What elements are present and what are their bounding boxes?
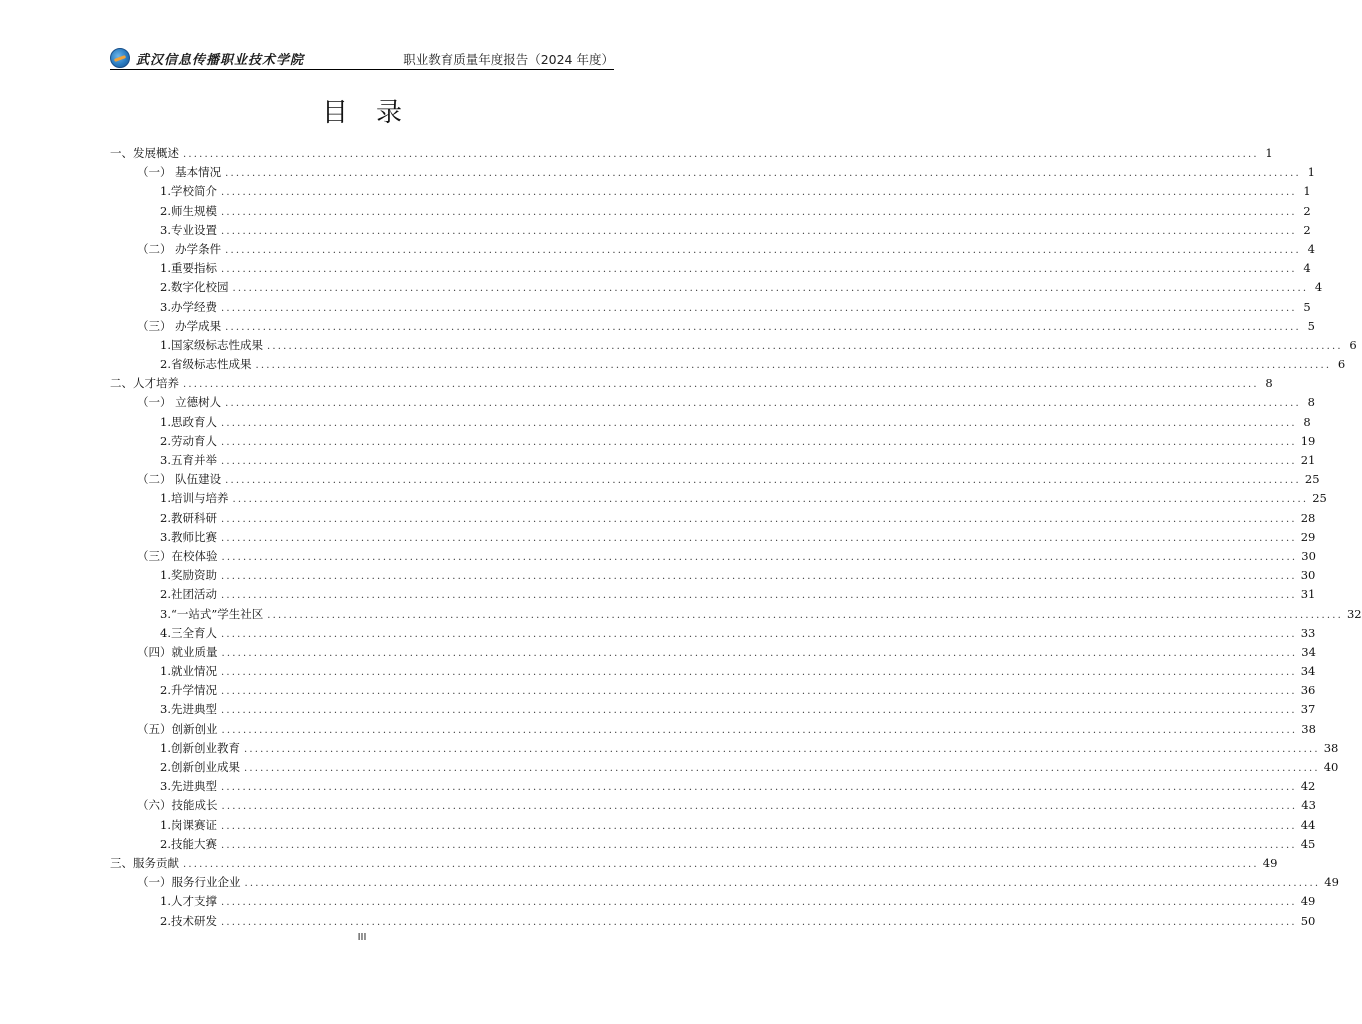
toc-dot-leader: ........................................................................................................................................................................................................ bbox=[225, 168, 1301, 180]
toc-dot-leader: ........................................................................................................................................................................................................ bbox=[183, 149, 1259, 160]
toc-entry[interactable] bbox=[110, 796, 1316, 815]
toc-entry-label: 2.技术研发 bbox=[160, 913, 217, 928]
toc-entry[interactable] bbox=[110, 700, 1316, 719]
toc-entry[interactable] bbox=[110, 624, 1316, 643]
toc-entry[interactable] bbox=[110, 374, 1273, 393]
toc-entry-page: 19 bbox=[1300, 433, 1316, 448]
toc-dot-leader: ........................................................................................................................................................................................................ bbox=[220, 897, 1297, 909]
toc-entry-page: 4 bbox=[1303, 261, 1311, 276]
toc-dot-leader: ........................................................................................................................................................................................................ bbox=[232, 494, 1309, 506]
school-logo bbox=[110, 48, 304, 68]
toc-entry-page: 38 bbox=[1301, 721, 1316, 736]
toc-entry[interactable] bbox=[110, 355, 1346, 374]
toc-entry-page: 1 bbox=[1265, 146, 1273, 160]
toc-entry[interactable] bbox=[110, 777, 1316, 796]
toc-entry-page: 44 bbox=[1300, 817, 1316, 832]
toc-dot-leader: ........................................................................................................................................................................................................ bbox=[183, 858, 1259, 870]
toc-entry-label: 3.五育并举 bbox=[160, 453, 217, 467]
toc-dot-leader: ........................................................................................................................................................................................................ bbox=[220, 782, 1297, 794]
toc-entry-label: 3.先进典型 bbox=[160, 779, 217, 794]
toc-entry[interactable] bbox=[110, 681, 1316, 700]
toc-entry[interactable] bbox=[110, 643, 1316, 662]
toc-entry[interactable] bbox=[110, 835, 1316, 854]
toc-entry-page: 38 bbox=[1323, 740, 1339, 755]
toc-dot-leader: ........................................................................................................................................................................................................ bbox=[221, 551, 1298, 563]
toc-entry-label: 3.专业设置 bbox=[160, 222, 217, 237]
toc-entry[interactable] bbox=[110, 566, 1316, 585]
toc-entry[interactable] bbox=[110, 298, 1311, 317]
toc-entry-page: 34 bbox=[1301, 644, 1316, 659]
toc-entry[interactable] bbox=[110, 854, 1278, 873]
toc-dot-leader: ........................................................................................................................................................................................................ bbox=[220, 571, 1297, 583]
toc-entry-label: 1.思政育人 bbox=[160, 414, 217, 429]
toc-entry-label: 3.先进典型 bbox=[160, 702, 217, 717]
toc-entry-page: 36 bbox=[1300, 683, 1316, 698]
toc-entry-page: 4 bbox=[1307, 241, 1315, 256]
toc-entry-page: 25 bbox=[1312, 491, 1327, 506]
toc-entry-label: 1.创新创业教育 bbox=[160, 740, 240, 755]
toc-dot-leader: ........................................................................................................................................................................................................ bbox=[225, 398, 1301, 410]
toc-entry[interactable] bbox=[110, 240, 1315, 259]
toc-entry[interactable] bbox=[110, 585, 1316, 604]
toc-entry-page: 49 bbox=[1262, 855, 1278, 870]
toc-entry-label: 二、人才培养 bbox=[110, 376, 179, 391]
toc-entry-page: 5 bbox=[1303, 299, 1311, 314]
toc-dot-leader: ........................................................................................................................................................................................................ bbox=[266, 340, 1343, 352]
toc-dot-leader: ........................................................................................................................................................................................................ bbox=[220, 916, 1297, 928]
toc-entry[interactable] bbox=[110, 221, 1311, 240]
page-header bbox=[110, 47, 614, 69]
toc-entry-label: 2.数字化校园 bbox=[160, 280, 229, 295]
page-title: 目录 bbox=[321, 98, 430, 128]
toc-dot-leader: ........................................................................................................................................................................................................ bbox=[220, 705, 1297, 717]
toc-entry-page: 8 bbox=[1265, 376, 1273, 391]
toc-entry[interactable] bbox=[110, 912, 1316, 931]
toc-entry-page: 28 bbox=[1300, 510, 1316, 525]
toc-entry-page: 49 bbox=[1324, 875, 1339, 890]
toc-entry-page: 37 bbox=[1300, 702, 1316, 717]
toc-dot-leader: ........................................................................................................................................................................................................ bbox=[220, 513, 1297, 525]
toc-entry[interactable] bbox=[110, 662, 1316, 681]
toc-entry-label: （五）创新创业 bbox=[137, 721, 218, 736]
toc-entry-page: 30 bbox=[1301, 548, 1316, 563]
toc-dot-leader: ........................................................................................................................................................................................................ bbox=[220, 820, 1297, 832]
toc-entry-label: （一）服务行业企业 bbox=[137, 875, 241, 890]
toc-entry[interactable] bbox=[110, 432, 1316, 451]
toc-entry-label: （三） 办学成果 bbox=[137, 318, 222, 333]
toc-entry-page: 25 bbox=[1304, 472, 1320, 487]
toc-entry-label: 1.奖励资助 bbox=[160, 568, 217, 583]
toc-entry[interactable] bbox=[110, 182, 1311, 201]
header-divider bbox=[110, 69, 614, 70]
toc-entry[interactable] bbox=[110, 317, 1315, 336]
toc-entry-page: 4 bbox=[1314, 280, 1323, 295]
toc-entry[interactable] bbox=[110, 259, 1311, 278]
school-name: 武汉信息传播职业技术学院 bbox=[136, 52, 305, 68]
school-emblem-icon bbox=[110, 48, 130, 68]
toc-dot-leader: ........................................................................................................................................................................................................ bbox=[243, 743, 1320, 755]
toc-entry-page: 8 bbox=[1307, 395, 1315, 410]
toc-entry-label: （四）就业质量 bbox=[137, 644, 218, 659]
toc-dot-leader: ........................................................................................................................................................................................................ bbox=[220, 417, 1297, 429]
toc-entry-page: 45 bbox=[1300, 836, 1316, 851]
toc-dot-leader: ........................................................................................................................................................................................................ bbox=[220, 686, 1297, 698]
toc-entry-page: 49 bbox=[1300, 894, 1316, 909]
toc-entry-label: 1.就业情况 bbox=[160, 664, 217, 679]
toc-entry-label: 1.培训与培养 bbox=[160, 491, 229, 506]
toc-entry-label: 2.创新创业成果 bbox=[160, 760, 240, 774]
toc-dot-leader: ........................................................................................................................................................................................................ bbox=[225, 321, 1301, 333]
toc-entry-page: 6 bbox=[1349, 337, 1357, 352]
toc-entry-label: 2.升学情况 bbox=[160, 683, 217, 698]
toc-entry[interactable] bbox=[110, 528, 1316, 547]
toc-dot-leader: ........................................................................................................................................................................................................ bbox=[225, 244, 1301, 256]
toc-entry[interactable] bbox=[110, 758, 1339, 777]
toc-entry-label: 2.劳动育人 bbox=[160, 433, 217, 448]
toc-entry-page: 30 bbox=[1300, 568, 1316, 583]
toc-dot-leader: ........................................................................................................................................................................................................ bbox=[220, 206, 1297, 218]
toc-dot-leader: ........................................................................................................................................................................................................ bbox=[221, 724, 1298, 736]
toc-entry-page: 6 bbox=[1337, 357, 1346, 372]
toc-entry-page: 34 bbox=[1300, 664, 1316, 679]
toc-entry-label: （一） 立德树人 bbox=[137, 395, 222, 410]
toc-dot-leader: ........................................................................................................................................................................................................ bbox=[220, 628, 1297, 640]
toc-entry-page: 32 bbox=[1346, 606, 1362, 621]
toc-entry-label: 3.办学经费 bbox=[160, 299, 217, 314]
toc-entry-label: 2.师生规模 bbox=[160, 203, 217, 218]
toc-entry[interactable] bbox=[110, 336, 1357, 355]
toc-entry-label: 2.省级标志性成果 bbox=[160, 357, 252, 372]
toc-dot-leader: ........................................................................................................................................................................................................ bbox=[267, 609, 1343, 621]
toc-entry[interactable] bbox=[110, 892, 1316, 911]
toc-entry-page: 40 bbox=[1323, 760, 1339, 774]
toc-entry-label: 三、服务贡献 bbox=[110, 855, 179, 870]
toc-entry-label: 1.岗课赛证 bbox=[160, 817, 217, 832]
toc-dot-leader: ........................................................................................................................................................................................................ bbox=[255, 360, 1332, 372]
toc-entry-page: 29 bbox=[1300, 529, 1316, 544]
toc-entry-page: 2 bbox=[1303, 222, 1311, 237]
toc-entry[interactable] bbox=[110, 202, 1311, 221]
toc-dot-leader: ........................................................................................................................................................................................................ bbox=[225, 475, 1301, 487]
toc-entry-page: 2 bbox=[1303, 203, 1311, 218]
toc-entry-page: 5 bbox=[1307, 318, 1315, 333]
toc-dot-leader: ........................................................................................................................................................................................................ bbox=[220, 225, 1297, 237]
toc-entry-label: 1.国家级标志性成果 bbox=[160, 337, 263, 352]
toc-dot-leader: ........................................................................................................................................................................................................ bbox=[220, 302, 1297, 314]
toc-entry[interactable] bbox=[110, 720, 1316, 739]
report-title: 职业教育质量年度报告（2024 年度） bbox=[403, 52, 614, 67]
toc-entry-label: 3.“一站式”学生社区 bbox=[160, 606, 264, 621]
toc-entry-label: 2.技能大赛 bbox=[160, 836, 217, 851]
toc-dot-leader: ........................................................................................................................................................................................................ bbox=[220, 532, 1297, 544]
toc-entry[interactable] bbox=[110, 873, 1339, 892]
toc-entry-page: 31 bbox=[1300, 587, 1316, 602]
toc-entry-label: （二） 办学条件 bbox=[137, 241, 222, 256]
toc-dot-leader: ........................................................................................................................................................................................................ bbox=[244, 878, 1321, 890]
toc-entry-page: 33 bbox=[1300, 625, 1316, 640]
toc-entry-label: 一、发展概述 bbox=[110, 146, 179, 160]
toc-entry-label: （三）在校体验 bbox=[137, 548, 218, 563]
toc-entry-label: 2.教研科研 bbox=[160, 510, 217, 525]
toc-entry[interactable] bbox=[110, 451, 1316, 470]
toc-entry[interactable] bbox=[110, 739, 1339, 758]
toc-dot-leader: ........................................................................................................................................................................................................ bbox=[220, 590, 1297, 602]
toc-entry-label: 1.学校简介 bbox=[160, 184, 217, 199]
toc-entry[interactable] bbox=[110, 393, 1315, 412]
toc-entry-label: （二） 队伍建设 bbox=[137, 472, 222, 487]
toc-entry-label: 1.重要指标 bbox=[160, 261, 217, 276]
toc-entry-label: 4.三全育人 bbox=[160, 625, 217, 640]
toc-entry[interactable] bbox=[110, 278, 1323, 297]
table-of-contents bbox=[110, 144, 1362, 931]
toc-dot-leader: ........................................................................................................................................................................................................ bbox=[220, 667, 1297, 679]
toc-entry[interactable] bbox=[110, 470, 1320, 489]
toc-dot-leader: ........................................................................................................................................................................................................ bbox=[243, 763, 1320, 774]
toc-entry[interactable] bbox=[110, 413, 1311, 432]
toc-dot-leader: ........................................................................................................................................................................................................ bbox=[220, 187, 1297, 199]
toc-dot-leader: ........................................................................................................................................................................................................ bbox=[183, 379, 1259, 391]
toc-entry-page: 21 bbox=[1300, 453, 1316, 467]
toc-entry[interactable] bbox=[110, 509, 1316, 528]
toc-entry[interactable] bbox=[110, 144, 1273, 163]
toc-dot-leader: ........................................................................................................................................................................................................ bbox=[221, 801, 1298, 813]
toc-entry-page: 42 bbox=[1300, 779, 1316, 794]
toc-dot-leader: ........................................................................................................................................................................................................ bbox=[221, 647, 1298, 659]
toc-entry[interactable] bbox=[110, 816, 1316, 835]
toc-dot-leader: ........................................................................................................................................................................................................ bbox=[220, 436, 1297, 448]
toc-entry-label: （六）技能成长 bbox=[137, 798, 218, 813]
toc-dot-leader: ........................................................................................................................................................................................................ bbox=[232, 283, 1309, 295]
toc-entry[interactable] bbox=[110, 547, 1316, 566]
toc-entry-label: 3.教师比赛 bbox=[160, 529, 217, 544]
toc-entry-label: 2.社团活动 bbox=[160, 587, 217, 602]
toc-dot-leader: ........................................................................................................................................................................................................ bbox=[220, 264, 1297, 276]
toc-entry[interactable] bbox=[110, 163, 1315, 182]
page-number: III bbox=[357, 932, 367, 943]
toc-entry[interactable] bbox=[110, 489, 1327, 508]
toc-entry[interactable] bbox=[110, 605, 1362, 624]
toc-dot-leader: ........................................................................................................................................................................................................ bbox=[220, 456, 1297, 467]
toc-entry-page: 1 bbox=[1307, 165, 1315, 180]
toc-entry-page: 8 bbox=[1303, 414, 1311, 429]
toc-entry-page: 43 bbox=[1301, 798, 1316, 813]
toc-entry-page: 50 bbox=[1300, 913, 1316, 928]
toc-dot-leader: ........................................................................................................................................................................................................ bbox=[220, 839, 1297, 851]
toc-entry-label: （一） 基本情况 bbox=[137, 165, 222, 180]
toc-entry-page: 1 bbox=[1303, 184, 1311, 199]
toc-entry-label: 1.人才支撑 bbox=[160, 894, 217, 909]
